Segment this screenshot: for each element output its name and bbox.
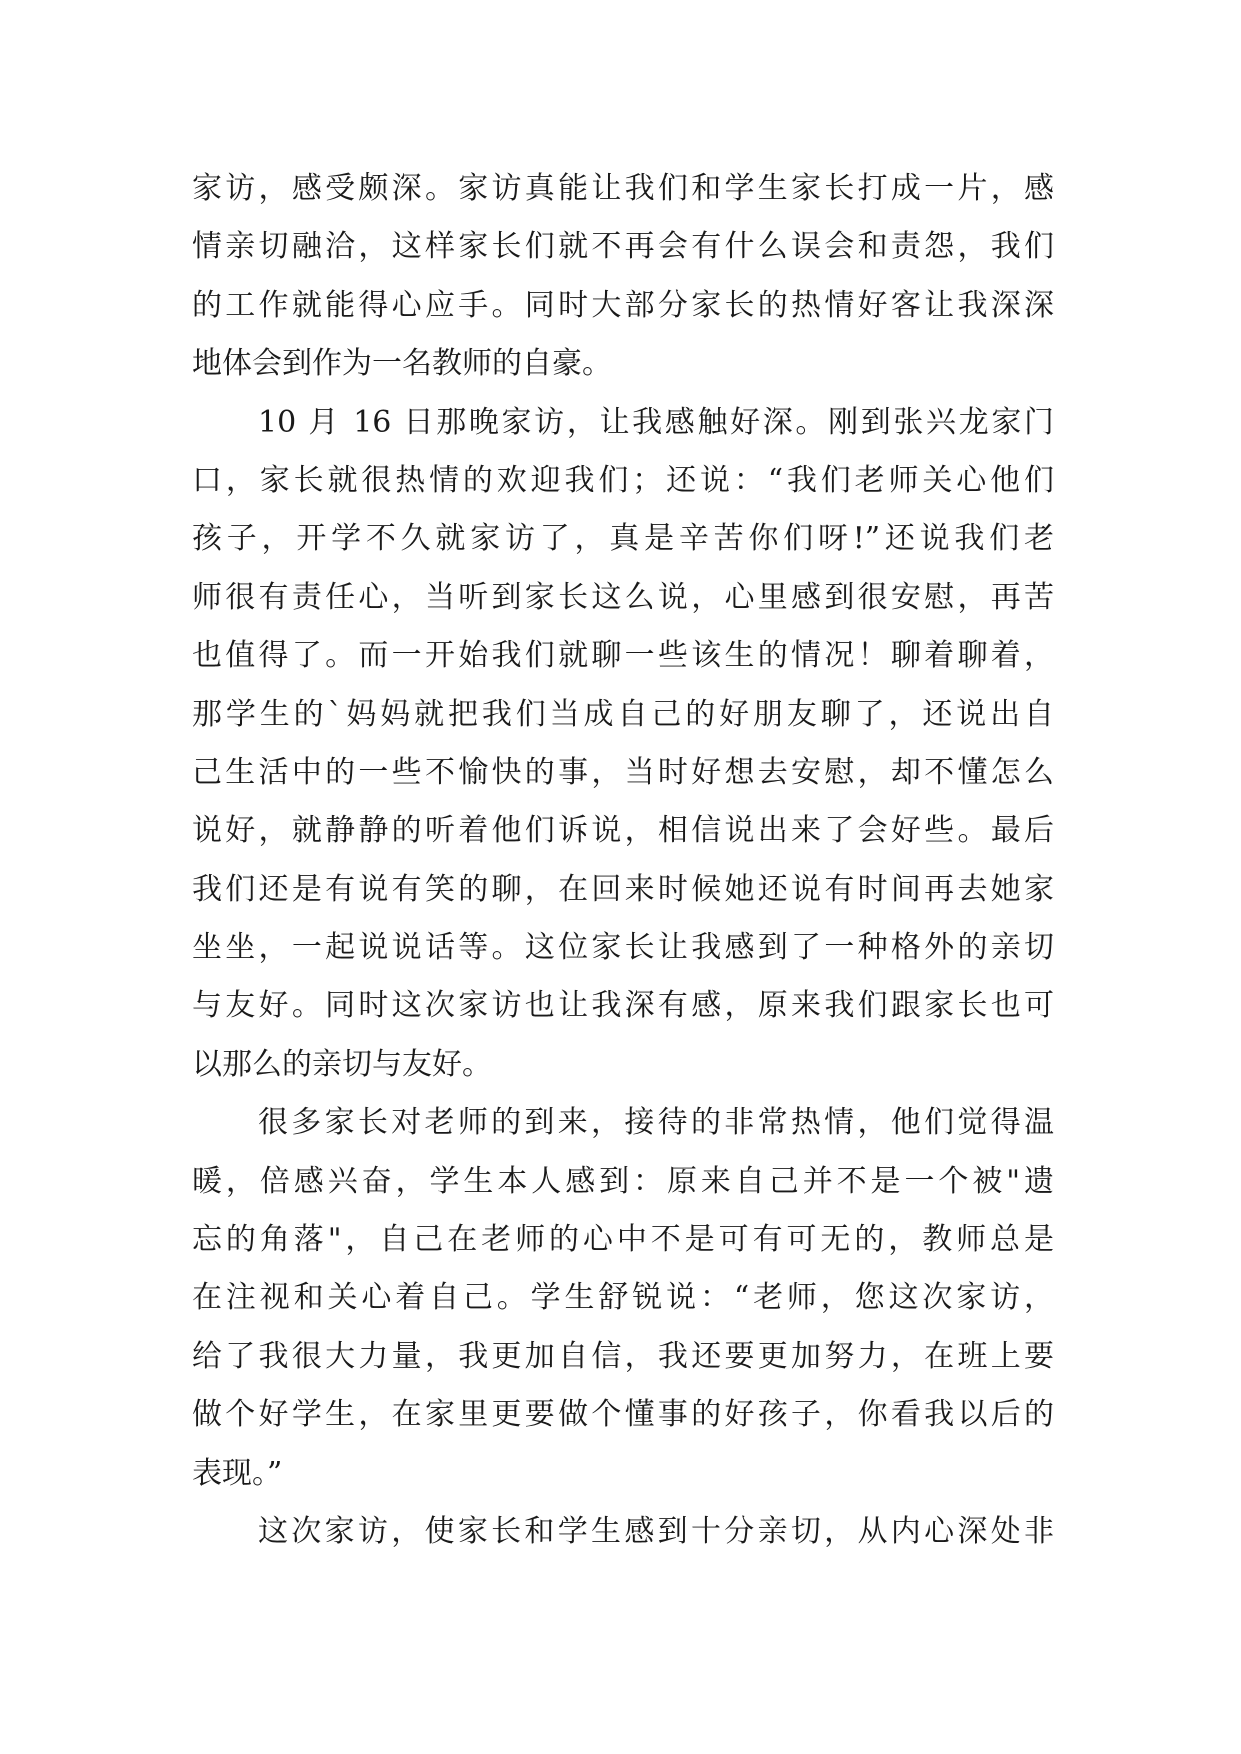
text-line: 的工作就能得心应手。同时大部分家长的热情好客让我深深 bbox=[192, 287, 1054, 323]
body-text bbox=[192, 160, 1054, 1561]
text-line: 那学生的`妈妈就把我们当成自己的好朋友聊了，还说出自 bbox=[192, 696, 1054, 732]
text-line: 师很有责任心，当听到家长这么说，心里感到很安慰，再苦 bbox=[192, 579, 1054, 615]
text-line: 做个好学生，在家里更要做个懂事的好孩子，你看我以后的 bbox=[192, 1397, 1054, 1433]
text-line: 口，家长就很热情的欢迎我们；还说：“我们老师关心他们 bbox=[192, 462, 1054, 498]
text-line: 情亲切融洽，这样家长们就不再会有什么误会和责怨，我们 bbox=[192, 229, 1054, 265]
text-line: 暖，倍感兴奋，学生本人感到：原来自己并不是一个被"遗 bbox=[192, 1163, 1054, 1199]
text-line: 在注视和关心着自己。学生舒锐说：“老师，您这次家访， bbox=[192, 1280, 1054, 1316]
text-line: 坐坐，一起说说话等。这位家长让我感到了一种格外的亲切 bbox=[192, 930, 1054, 966]
text-line: 我们还是有说有笑的聊，在回来时候她还说有时间再去她家 bbox=[192, 871, 1054, 907]
text-line: 10 月 16 日那晚家访，让我感触好深。刚到张兴龙家门 bbox=[258, 404, 1054, 440]
text-line: 表现。” bbox=[192, 1455, 283, 1491]
text-line: 给了我很大力量，我更加自信，我还要更加努力，在班上要 bbox=[192, 1338, 1054, 1374]
text-line: 忘的角落"，自己在老师的心中不是可有可无的，教师总是 bbox=[192, 1222, 1054, 1258]
text-line: 也值得了。而一开始我们就聊一些该生的情况！聊着聊着， bbox=[192, 638, 1054, 674]
text-line: 地体会到作为一名教师的自豪。 bbox=[192, 346, 612, 382]
text-line: 与友好。同时这次家访也让我深有感，原来我们跟家长也可 bbox=[192, 988, 1054, 1024]
text-line: 说好，就静静的听着他们诉说，相信说出来了会好些。最后 bbox=[192, 813, 1054, 849]
text-line: 这次家访，使家长和学生感到十分亲切，从内心深处非 bbox=[258, 1513, 1054, 1549]
text-line: 很多家长对老师的到来，接待的非常热情，他们觉得温 bbox=[258, 1105, 1054, 1141]
text-line: 以那么的亲切与友好。 bbox=[192, 1046, 492, 1082]
text-line: 家访，感受颇深。家访真能让我们和学生家长打成一片，感 bbox=[192, 171, 1054, 206]
text-line: 孩子，开学不久就家访了，真是辛苦你们呀!”还说我们老 bbox=[192, 521, 1054, 557]
text-line: 己生活中的一些不愉快的事，当时好想去安慰，却不懂怎么 bbox=[192, 754, 1054, 790]
